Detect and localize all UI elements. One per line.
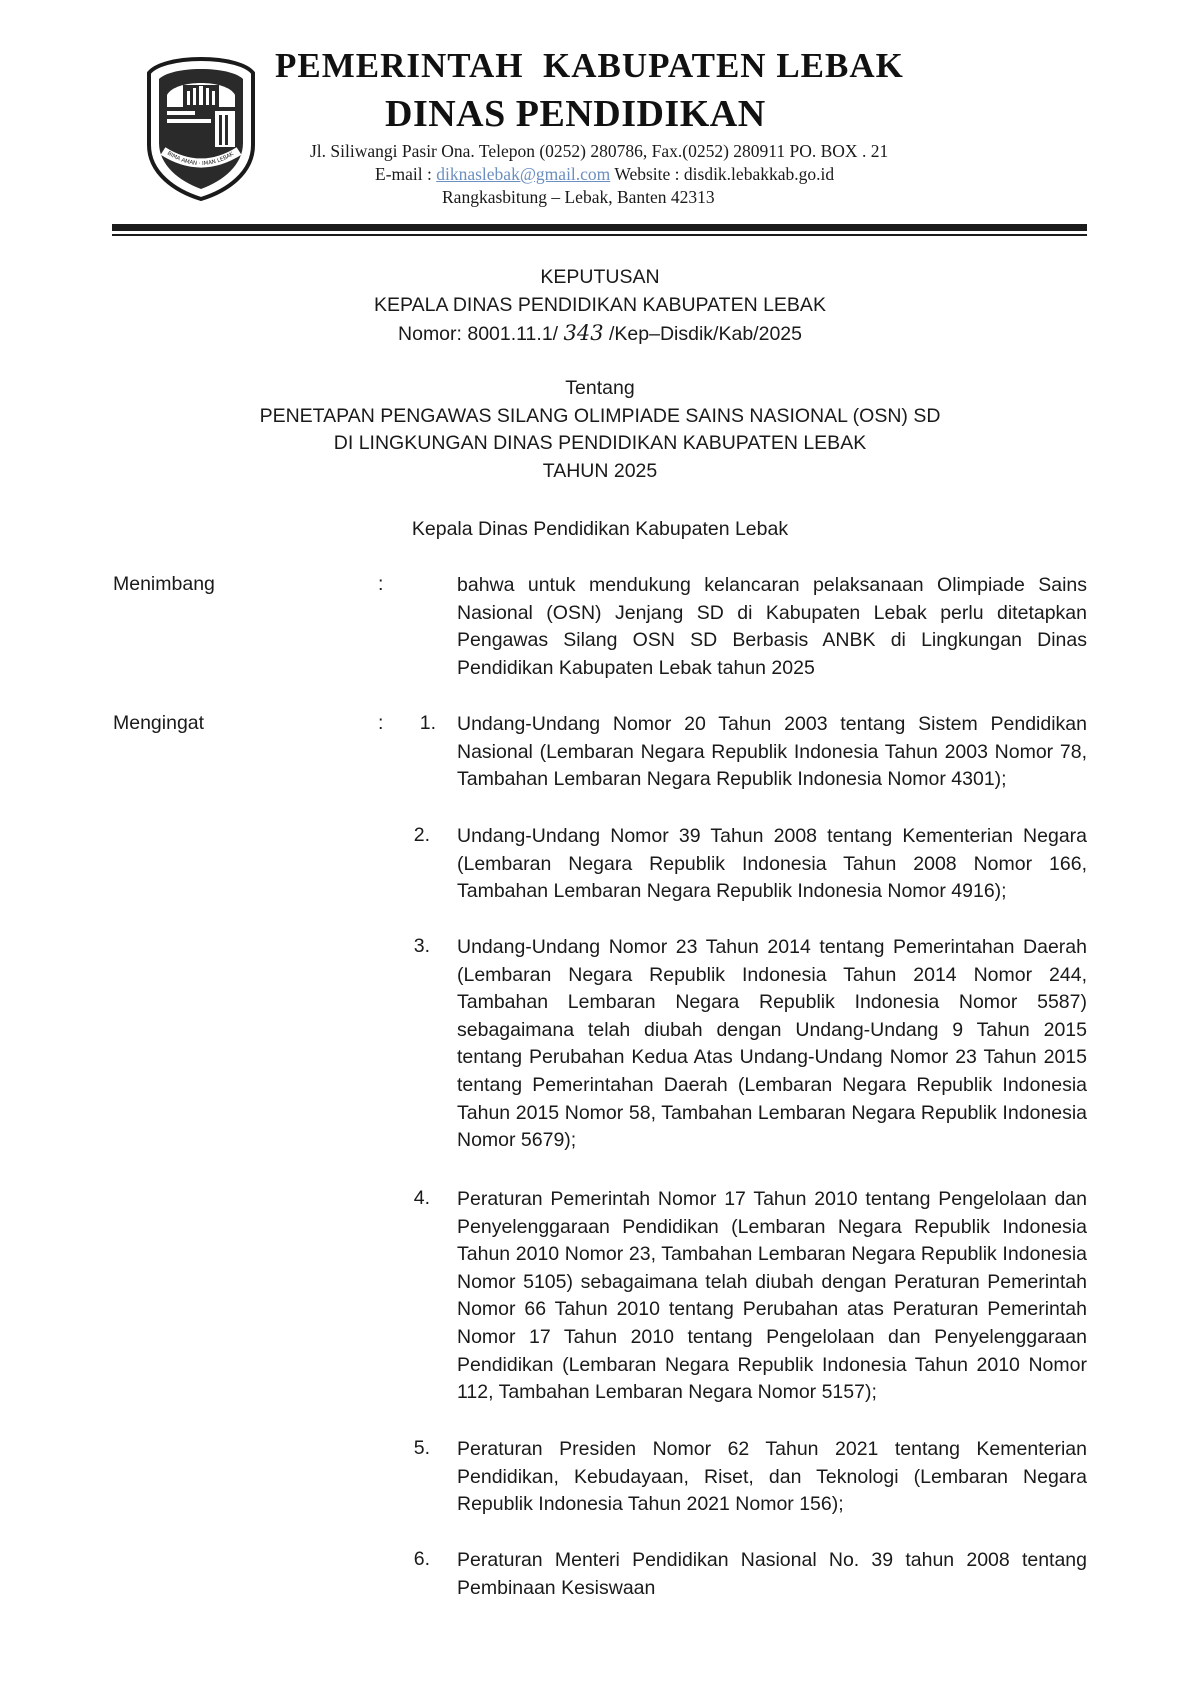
decree-heading: KEPUTUSAN (540, 266, 660, 288)
letterhead-address: Jl. Siliwangi Pasir Ona. Telepon (0252) 280786, Fax.(0252) 280911 PO. BOX . 21 (310, 141, 889, 161)
menimbang-text: bahwa untuk mendukung kelancaran pelaksanaan Olimpiade Sains Nasional (OSN) Jenjang SD di Kabupaten Lebak perlu ditetapkan Pengawas Silang OSN SD Berbasis ANBK di Lingkungan Dinas Pendidikan Kabupaten Lebak tahun 2025 (457, 574, 1087, 679)
letterhead-divider-thick (112, 224, 1087, 231)
logo-motto-text: BIMA AMAN · IMAN LEBAK (165, 150, 235, 168)
mengingat-item-3-text: Undang-Undang Nomor 23 Tahun 2014 tentang Pemerintahan Daerah (Lembaran Negara Republik Indonesia Tahun 2014 Nomor 244, Tambahan Lembaran Negara Republik Indonesia Nomor 5587) sebagaimana telah diubah dengan Undang-Undang 9 Tahun 2015 tentang Perubahan Kedua Atas Undang-Undang Nomor 23 Tahun 2015 tentang Pemerintahan Daerah (Lembaran Negara Republik Indonesia Tahun 2015 Nomor 58, Tambahan Lembaran Negara Republik Indonesia Nomor 5679); (457, 936, 1087, 1152)
decree-subject-line1: PENETAPAN PENGAWAS SILANG OLIMPIADE SAINS NASIONAL (OSN) SD (259, 405, 941, 427)
letterhead-divider-thin (112, 234, 1087, 236)
email-label: E-mail : (375, 164, 437, 184)
mengingat-item-1-text: Undang-Undang Nomor 20 Tahun 2003 tentang Sistem Pendidikan Nasional (Lembaran Negara Republik Indonesia Tahun 2003 Nomor 78, Tambahan Lembaran Negara Republik Indonesia Nomor 4301); (457, 713, 1087, 791)
mengingat-label: Mengingat (113, 712, 205, 734)
decree-number (0, 321, 1200, 346)
mengingat-item-5-number: 5. (413, 1437, 430, 1459)
mengingat-item-1-number: 1. (419, 712, 436, 734)
menimbang-colon: : (378, 573, 384, 595)
mengingat-item-4-number: 4. (413, 1187, 430, 1209)
mengingat-item-2-text: Undang-Undang Nomor 39 Tahun 2008 tentang Kementerian Negara (Lembaran Negara Republik Indonesia Tahun 2008 Nomor 166, Tambahan Lembaran Negara Republik Indonesia Nomor 4916); (457, 825, 1087, 903)
decree-issuer: KEPALA DINAS PENDIDIKAN KABUPATEN LEBAK (374, 294, 826, 316)
decree-number-suffix: /Kep–Disdik/Kab/2025 (603, 323, 802, 345)
decree-subject-line2: DI LINGKUNGAN DINAS PENDIDIKAN KABUPATEN LEBAK (333, 432, 867, 454)
mengingat-item-2-number: 2. (413, 824, 430, 846)
decree-about: Tentang (565, 377, 635, 399)
mengingat-item-5-text: Peraturan Presiden Nomor 62 Tahun 2021 tentang Kementerian Pendidikan, Kebudayaan, Riset, dan Teknologi (Lembaran Negara Republik Indonesia Tahun 2021 Nomor 156); (457, 1438, 1087, 1516)
menimbang-label: Menimbang (113, 573, 215, 595)
decree-official: Kepala Dinas Pendidikan Kabupaten Lebak (411, 518, 789, 540)
lebak-emblem-logo (145, 55, 257, 201)
letterhead-subtitle: DINAS PENDIDIKAN (385, 93, 766, 135)
letterhead-city: Rangkasbitung – Lebak, Banten 42313 (442, 187, 715, 207)
mengingat-item-6-number: 6. (413, 1548, 430, 1570)
email-link[interactable]: diknaslebak@gmail.com (436, 164, 611, 184)
website-text: Website : disdik.lebakkab.go.id (610, 164, 835, 184)
mengingat-item-6-text: Peraturan Menteri Pendidikan Nasional No. 39 tahun 2008 tentang Pembinaan Kesiswaan (457, 1549, 1087, 1599)
letterhead-contact (375, 164, 834, 185)
decree-subject-line3: TAHUN 2025 (542, 460, 658, 482)
decree-number-prefix: Nomor: 8001.11.1/ (398, 323, 564, 345)
letterhead-title: PEMERINTAH KABUPATEN LEBAK (275, 46, 904, 85)
mengingat-item-3-number: 3. (413, 935, 430, 957)
mengingat-item-4-text: Peraturan Pemerintah Nomor 17 Tahun 2010 tentang Pengelolaan dan Penyelenggaraan Pendidikan (Lembaran Negara Republik Indonesia Tahun 2010 Nomor 23, Tambahan Lembaran Negara Republik Indonesia Nomor 5105) sebagaimana telah diubah dengan Peraturan Pemerintah Nomor 66 Tahun 2010 tentang Perubahan atas Peraturan Pemerintah Nomor 17 Tahun 2010 tentang Pengelolaan dan Penyelenggaraan Pendidikan (Lembaran Negara Republik Indonesia Tahun 2010 Nomor 112, Tambahan Lembaran Negara Nomor 5157); (457, 1188, 1087, 1404)
mengingat-colon: : (378, 712, 384, 734)
decree-number-handwritten: 343 (563, 321, 604, 345)
